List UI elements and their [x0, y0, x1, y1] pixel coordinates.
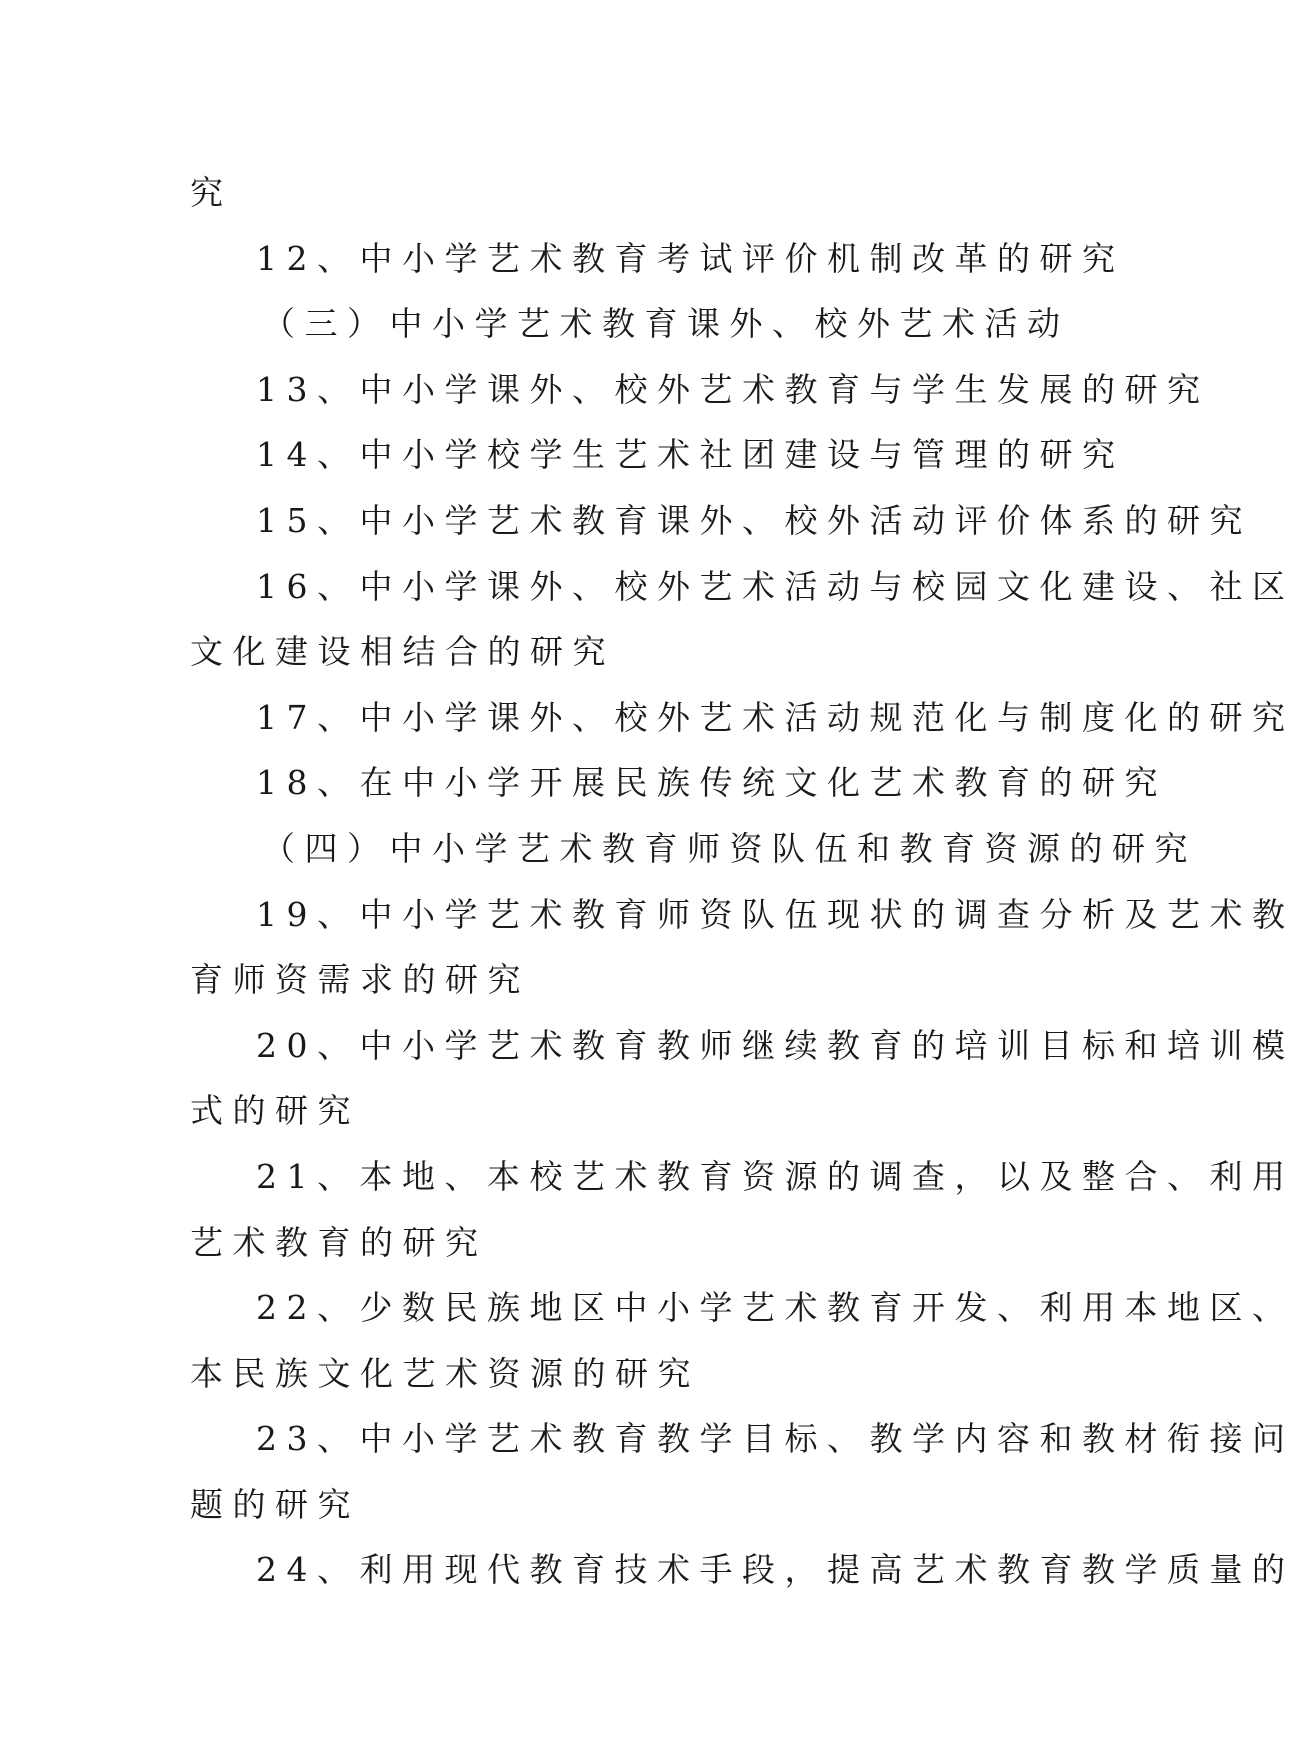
list-item-22: 22、少数民族地区中小学艺术教育开发、利用本地区、	[256, 1288, 1295, 1328]
continuation-line: 究	[190, 173, 233, 212]
list-item-23-continuation: 题的研究	[190, 1484, 360, 1524]
list-item-18: 18、在中小学开展民族传统文化艺术教育的研究	[256, 763, 1167, 803]
list-item-24: 24、利用现代教育技术手段，提高艺术教育教学质量的	[256, 1550, 1295, 1590]
section-heading-4: （四）中小学艺术教育师资队伍和教育资源的研究	[262, 828, 1197, 868]
list-item-12: 12、中小学艺术教育考试评价机制改革的研究	[256, 238, 1125, 278]
list-item-21: 21、本地、本校艺术教育资源的调查，以及整合、利用	[256, 1156, 1295, 1196]
list-item-20: 20、中小学艺术教育教师继续教育的培训目标和培训模	[256, 1025, 1295, 1065]
list-item-21-continuation: 艺术教育的研究	[190, 1222, 488, 1262]
list-item-16: 16、中小学课外、校外艺术活动与校园文化建设、社区	[256, 566, 1295, 606]
list-item-23: 23、中小学艺术教育教学目标、教学内容和教材衔接问	[256, 1419, 1295, 1459]
list-item-22-continuation: 本民族文化艺术资源的研究	[190, 1353, 700, 1393]
list-item-20-continuation: 式的研究	[190, 1091, 360, 1131]
document-body	[190, 160, 1295, 1603]
list-item-17: 17、中小学课外、校外艺术活动规范化与制度化的研究	[256, 697, 1295, 737]
list-item-16-continuation: 文化建设相结合的研究	[190, 632, 615, 672]
list-item-15: 15、中小学艺术教育课外、校外活动评价体系的研究	[256, 500, 1252, 540]
list-item-14: 14、中小学校学生艺术社团建设与管理的研究	[256, 435, 1125, 475]
list-item-19: 19、中小学艺术教育师资队伍现状的调查分析及艺术教	[256, 894, 1295, 934]
list-item-19-continuation: 育师资需求的研究	[190, 960, 530, 1000]
section-heading-3: （三）中小学艺术教育课外、校外艺术活动	[262, 304, 1070, 344]
list-item-13: 13、中小学课外、校外艺术教育与学生发展的研究	[256, 369, 1210, 409]
